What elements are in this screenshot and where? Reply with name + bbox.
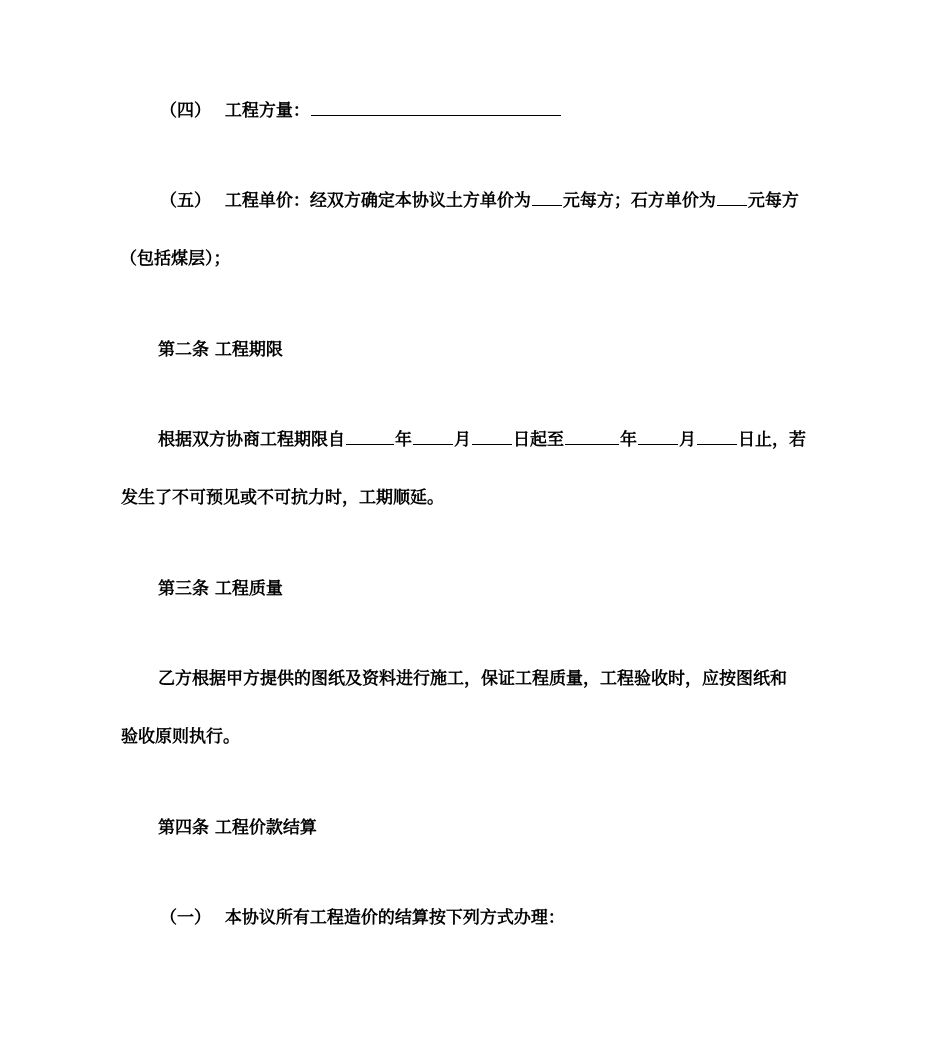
start-day-blank (472, 426, 512, 445)
stone-price-blank (717, 187, 747, 206)
item-text-a: 工程单价：经双方确定本协议土方单价为 (224, 191, 531, 211)
article-3-paragraph-cont (0, 723, 950, 751)
end-day-blank (697, 426, 737, 445)
para-text-cont: 发生了不可预见或不可抗力时，工期顺延。 (121, 488, 444, 508)
item-label: （四） (160, 101, 211, 121)
year-label: 年 (620, 430, 637, 450)
month-label: 月 (679, 430, 696, 450)
day-label: 日止，若 (738, 430, 806, 450)
item-text-cont: （包括煤层）； (120, 249, 231, 269)
month-label: 月 (454, 430, 471, 450)
item-text: 本协议所有工程造价的结算按下列方式办理： (224, 908, 565, 928)
heading-text: 第三条 工程质量 (158, 579, 283, 599)
start-month-blank (413, 426, 453, 445)
item-text-c: 元每方 (747, 191, 799, 211)
heading-text: 第四条 工程价款结算 (158, 818, 317, 838)
article-3-paragraph (0, 665, 950, 693)
para-text-cont: 验收原则执行。 (121, 727, 240, 747)
day-label: 日起至 (513, 430, 564, 450)
end-month-blank (638, 426, 678, 445)
para-text: 乙方根据甲方提供的图纸及资料进行施工，保证工程质量，工程验收时，应按图纸和 (158, 669, 787, 689)
heading-text: 第二条 工程期限 (158, 340, 283, 360)
item-text-b: 元每方；石方单价为 (562, 191, 716, 211)
start-year-blank (346, 426, 394, 445)
article-2-heading (0, 336, 950, 364)
article-2-paragraph (0, 426, 950, 454)
quantity-blank (311, 97, 561, 116)
item-text: 工程方量： (224, 101, 310, 121)
earth-price-blank (532, 187, 562, 206)
item-unit-price-cont (0, 245, 950, 273)
year-label: 年 (395, 430, 412, 450)
end-year-blank (565, 426, 619, 445)
article-4-heading (0, 814, 950, 842)
article-3-heading (0, 575, 950, 603)
article-2-paragraph-cont (0, 484, 950, 512)
item-quantity (0, 97, 950, 125)
item-unit-price (0, 187, 950, 215)
para-text-a: 根据双方协商工程期限自 (158, 430, 345, 450)
item-label: （五） (160, 191, 211, 211)
item-label: （一） (160, 908, 211, 928)
article-4-item-1 (0, 904, 950, 932)
